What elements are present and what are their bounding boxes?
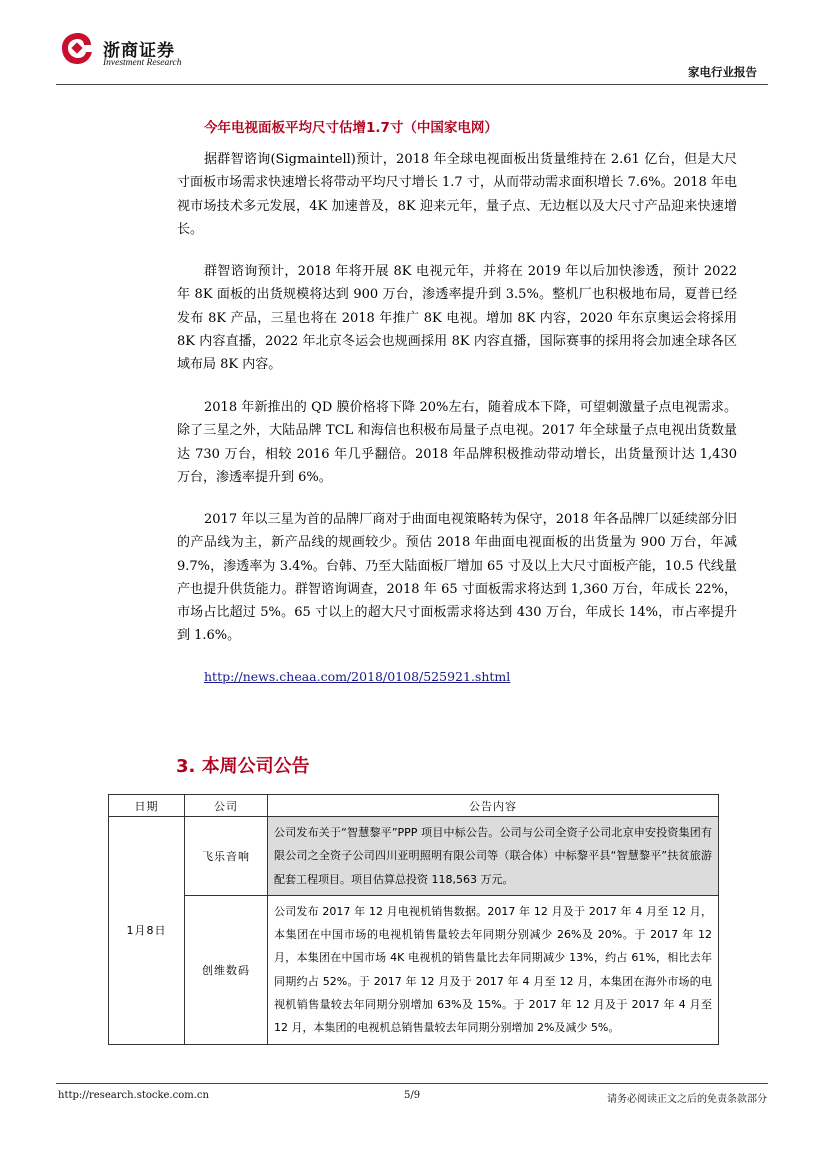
date-cell: 1月8日	[109, 817, 185, 1045]
logo-icon	[58, 30, 94, 66]
table-header-row	[109, 795, 719, 817]
logo-text: 浙商证券	[103, 41, 175, 61]
article-paragraph: 群智谘询预计，2018 年将开展 8K 电视元年，并将在 2019 年以后加快渗透，预计 2022 年 8K 面板的出货规模将达到 900 万台，渗透率提升到 3.5%。整机厂也积极地布局，夏普已经发布 8K 产品，三星也将在 2018 年推广 8K 电视。增加 8K 内容，2020 年东京奥运会将採用 8K 内容直播，2022 年北京冬运会也规画採用 8K 内容直播，国际赛事的採用将会加速全球各区域布局 8K 内容。	[177, 264, 737, 373]
announcement-table	[108, 794, 719, 1045]
footer-disclaimer: 请务必阅读正文之后的免责条款部分	[607, 1094, 767, 1105]
report-type: 家电行业报告	[688, 65, 757, 79]
column-header-content: 公告内容	[268, 795, 719, 817]
column-header-company: 公司	[185, 795, 268, 817]
section-heading: 3. 本周公司公告	[176, 756, 310, 777]
article-paragraph: 据群智谘询(Sigmaintell)预计，2018 年全球电视面板出货量维持在 2.61 亿台，但是大尺寸面板市场需求快速增长将带动平均尺寸增长 1.7 寸，从而带动需求面积增长 7.6%。2018 年电视市场技术多元发展，4K 加速普及，8K 迎来元年，量子点、无边框以及大尺寸产品迎来快速增长。	[177, 152, 737, 237]
page-number: 5/9	[404, 1090, 421, 1101]
article-title: 今年电视面板平均尺寸估增1.7寸（中国家电网）	[204, 120, 498, 136]
footer-url: http://research.stocke.com.cn	[58, 1090, 209, 1101]
footer-divider	[56, 1083, 768, 1084]
article-paragraph: 2017 年以三星为首的品牌厂商对于曲面电视策略转为保守，2018 年各品牌厂以延续部分旧的产品线为主，新产品线的规画较少。预估 2018 年曲面电视面板的出货量为 900 万台，年减 9.7%，渗透率为 3.4%。台韩、乃至大陆面板厂增加 65 寸及以上大尺寸面板产能，10.5 代线量产也提升供货能力。群智谘询调查，2018 年 65 寸面板需求将达到 1,360 万台，年成长 22%，市场占比超过 5%。65 寸以上的超大尺寸面板需求将达到 430 万台，年成长 14%，市占率提升到 1.6%。	[177, 512, 738, 644]
company-cell: 创维数码	[185, 895, 268, 1044]
source-link[interactable]: http://news.cheaa.com/2018/0108/525921.shtml	[204, 669, 511, 684]
company-cell: 飞乐音响	[185, 817, 268, 896]
header-divider	[56, 84, 768, 85]
table-row	[109, 895, 719, 1044]
table-row	[109, 817, 719, 896]
page-header	[0, 0, 827, 90]
article-paragraph: 2018 年新推出的 QD 膜价格将下降 20%左右，随着成本下降，可望刺激量子点电视需求。除了三星之外，大陆品牌 TCL 和海信也积极布局量子点电视。2017 年全球量子点电视出货数量达 730 万台，相较 2016 年几乎翻倍。2018 年品牌积极推动带动增长，出货量预计达 1,430 万台，渗透率提升到 6%。	[177, 400, 737, 485]
content-cell: 公司发布关于“智慧黎平”PPP 项目中标公告。公司与公司全资子公司北京申安投资集团有限公司之全资子公司四川亚明照明有限公司等（联合体）中标黎平县“智慧黎平”扶贫旅游配套工程项目。项目估算总投资 118,563 万元。	[268, 817, 719, 896]
logo-subtitle: Investment Research	[103, 58, 182, 68]
column-header-date: 日期	[109, 795, 185, 817]
content-cell: 公司发布 2017 年 12 月电视机销售数据。2017 年 12 月及于 2017 年 4 月至 12 月，本集团在中国市场的电视机销售量较去年同期分别减少 26%及 20%。于 2017 年 12 月，本集团在中国市场 4K 电视机的销售量比去年同期减少 13%，约占 61%，相比去年同期约占 52%。于 2017 年 12 月及于 2017 年 4 月至 12 月，本集团在海外市场的电视机销售量较去年同期分别增加 63%及 15%。于 2017 年 12 月及于 2017 年 4 月至 12 月，本集团的电视机总销售量较去年同期分别增加 2%及减少 5%。	[268, 895, 719, 1044]
